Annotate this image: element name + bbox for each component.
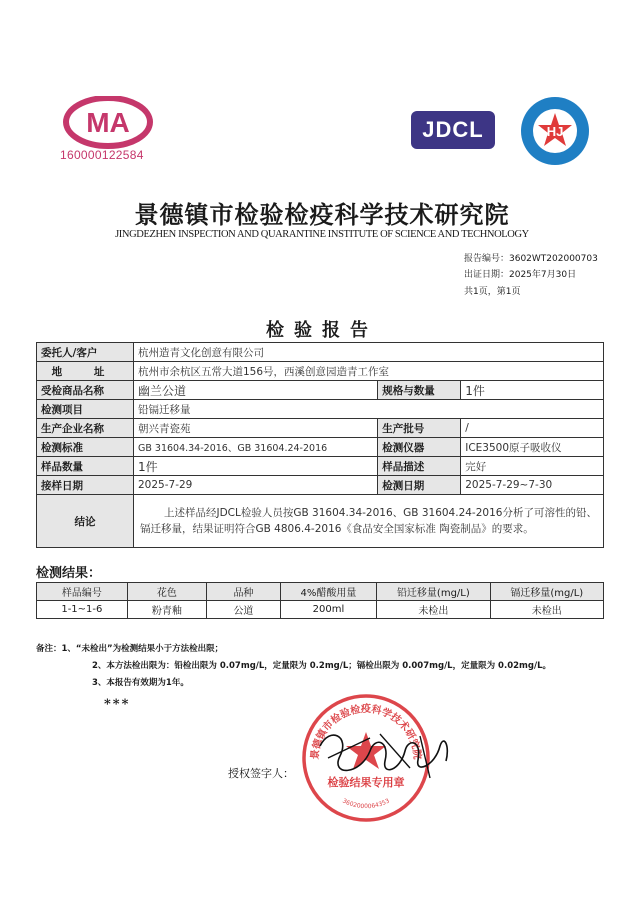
table-row [37,476,604,495]
instrument-value: ICE3500原子吸收仪 [461,438,604,457]
spec-value: 1件 [461,381,604,400]
note-2: 2、本方法检出限为：铅检出限为 0.07mg/L，定量限为 0.2mg/L；镉检出限为 0.007mg/L，定量限为 0.02mg/L。 [92,661,551,671]
results-header-cell: 品种 [207,583,281,601]
results-cell: 1-1~1-6 [37,601,128,619]
conclusion-value: 上述样品经JDCL检验人员按GB 31604.34-2016、GB 31604.24-2016分析了可溶性的铅、镉迁移量，结果证明符合GB 4806.4-2016《食品安全国家标准 陶瓷制品》的要求。 [134,495,604,548]
results-header-cell: 4%醋酸用量 [280,583,376,601]
note-1: 备注：1、“未检出”为检测结果小于方法检出限； [36,644,224,654]
standard-label: 检测标准 [37,438,134,457]
issue-date: 出证日期：2025年7月30日 [464,270,577,280]
end-marker: *** [104,697,131,712]
results-header-cell: 花色 [127,583,206,601]
table-row [37,419,604,438]
conclusion-label: 结论 [37,495,134,548]
results-cell: 200ml [280,601,376,619]
results-cell: 粉青釉 [127,601,206,619]
test-item-value: 铅镉迁移量 [134,400,604,419]
results-title: 检测结果： [36,566,102,581]
receive-date-label: 接样日期 [37,476,134,495]
table-row [37,381,604,400]
cma-number: 160000122584 [60,148,144,162]
table-row [37,400,604,419]
client-label: 委托人/客户 [37,343,134,362]
sample-desc-value: 完好 [461,457,604,476]
results-header-row [37,583,604,601]
signature [310,716,460,796]
address-label: 地 址 [37,362,134,381]
sample-qty-label: 样品数量 [37,457,134,476]
hj-logo-text: HJ [546,124,564,139]
seal-arc-text: 景德镇市检验检疫科学技术研究院 [309,704,423,761]
client-value: 杭州造青文化创意有限公司 [134,343,604,362]
test-date-label: 检测日期 [378,476,461,495]
spec-label: 规格与数量 [378,381,461,400]
table-row [37,438,604,457]
results-header-cell: 样品编号 [37,583,128,601]
manufacturer-value: 朝兴青瓷苑 [134,419,378,438]
signer-label: 授权签字人： [228,767,294,780]
results-cell: 未检出 [490,601,603,619]
results-cell: 未检出 [377,601,490,619]
note-3: 3、本报告有效期为1年。 [92,678,189,688]
batch-value: / [461,419,604,438]
address-value: 杭州市余杭区五常大道156号，西溪创意园造青工作室 [134,362,604,381]
sample-desc-label: 样品描述 [378,457,461,476]
sample-qty-value: 1件 [134,457,378,476]
report-number: 报告编号：3602WT202000703 [464,254,598,264]
results-header-cell: 铅迁移量(mg/L) [377,583,490,601]
table-row [37,362,604,381]
table-row [37,457,604,476]
report-info-table [36,342,604,548]
batch-label: 生产批号 [378,419,461,438]
receive-date-value: 2025-7-29 [134,476,378,495]
table-row [37,601,604,619]
test-item-label: 检测项目 [37,400,134,419]
instrument-label: 检测仪器 [378,438,461,457]
seal-number: 3602000064353 [341,797,391,811]
institute-name-en: JINGDEZHEN INSPECTION AND QUARANTINE INSTITUTE OF SCIENCE AND TECHNOLOGY [115,229,529,240]
cma-logo-text: MA [86,107,130,138]
report-title: 检验报告 [266,320,378,341]
results-table [36,582,604,619]
product-label: 受检商品名称 [37,381,134,400]
results-cell: 公道 [207,601,281,619]
institute-name-cn: 景德镇市检验检疫科学技术研究院 [134,201,510,229]
page-count: 共1页，第1页 [464,287,521,297]
manufacturer-label: 生产企业名称 [37,419,134,438]
jdcl-logo: JDCL [411,111,495,149]
standard-value: GB 31604.34-2016、GB 31604.24-2016 [134,438,378,457]
hj-logo [519,95,591,167]
seal-text: 检验结果专用章 [327,776,405,789]
product-value: 幽兰公道 [134,381,378,400]
results-header-cell: 镉迁移量(mg/L) [490,583,603,601]
svg-text:3602000064353 [341,797,391,810]
table-row [37,495,604,548]
table-row [37,343,604,362]
test-date-value: 2025-7-29~7-30 [461,476,604,495]
